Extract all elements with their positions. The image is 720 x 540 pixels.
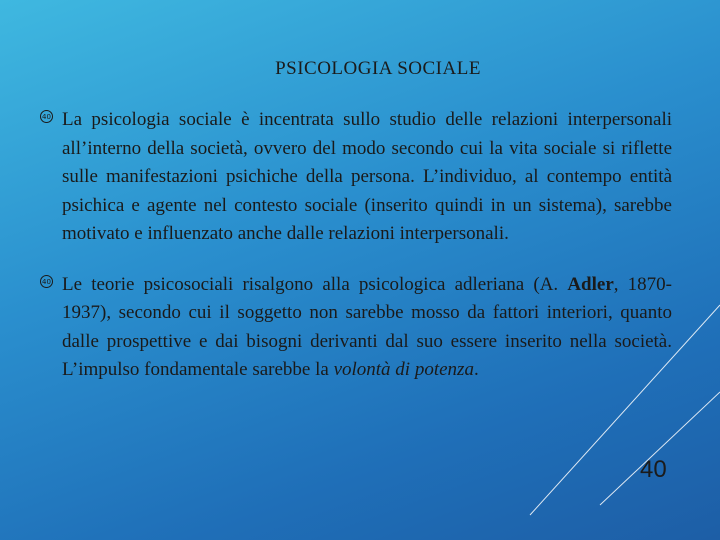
bullet-item-2 <box>40 271 672 385</box>
bullet-marker-icon: 40 <box>40 275 53 288</box>
bullet-marker-icon: 40 <box>40 110 53 123</box>
emphasis-phrase: volontà di potenza <box>333 359 474 380</box>
bullet-text-2-start: Le teorie psicosociali risalgono alla psicologica adleriana (A. <box>62 273 568 295</box>
page-number: 40 <box>640 456 667 483</box>
bullet-text-1: La psicologia sociale è incentrata sullo studio delle relazioni interpersonali all’interno della società, ovvero del modo secondo cui la vita sociale si riflette sulle manifestazioni psichiche della persona. L’individuo, al contempo entità psichica e agente nel contesto sociale (inserito quindi in un sistema), sarebbe motivato e influenzato anche dalle relazioni interpersonali. <box>62 109 672 244</box>
slide-title: PSICOLOGIA SOCIALE <box>275 58 481 79</box>
bullet-text-2 <box>62 271 672 385</box>
author-name: Adler <box>567 273 614 295</box>
bullet-list <box>40 106 672 407</box>
bullet-text-2-middle: , 1870-1937), secondo cui il soggetto non sarebbe mosso da fattori interiori, quanto dalle prospettive e dai bisogni derivanti dal suo essere inserito nella società. L’impulso fondamentale sarebbe la <box>62 273 672 380</box>
bullet-text-2-end: . <box>473 359 479 380</box>
bullet-item-1 <box>40 106 672 249</box>
